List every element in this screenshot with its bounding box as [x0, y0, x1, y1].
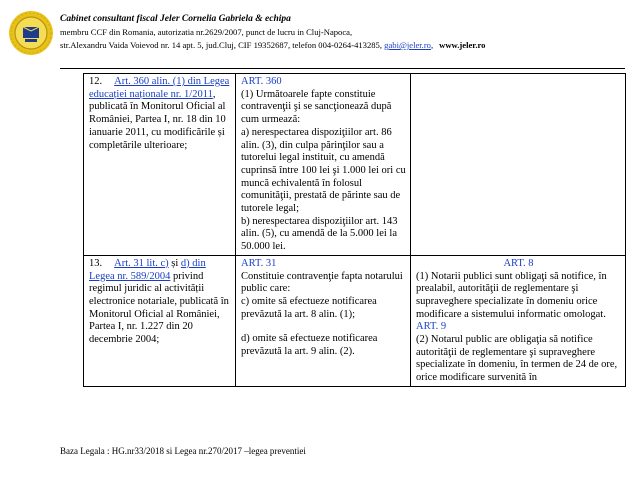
header-rule — [60, 68, 625, 69]
article-cell — [236, 255, 411, 386]
table-row — [84, 255, 626, 386]
reference-cell — [411, 255, 626, 386]
article-heading: ART. 31 — [241, 257, 277, 269]
act-link[interactable]: Art. 31 lit. c) — [114, 257, 169, 269]
firm-name: Cabinet consultant fiscal Jeler Cornelia Gabriela & echipa — [60, 14, 291, 24]
separator: , — [430, 40, 434, 50]
article-paragraph: a) nerespectarea dispoziţiilor art. 86 alin. (3), din culpa părinţilor sau a tutorelui legal instituit, cu amendă cuprinsă între 100 lei şi 1.000 lei ori cu muncă echivalentă în folosul comunităţii, prestată de părinte sau de tutorele legal; — [241, 126, 406, 215]
table-row — [84, 74, 626, 256]
article-paragraph: Constituie contravenţie fapta notarului public care: — [241, 270, 403, 295]
website-link[interactable]: www.jeler.ro — [439, 40, 486, 50]
article-paragraph: b) nerespectarea dispoziţiilor art. 143 alin. (5), cu amendă de la 5.000 lei la 50.000 lei. — [241, 215, 398, 253]
act-conjunction: și — [168, 257, 181, 269]
article-heading: ART. 360 — [241, 76, 282, 87]
act-link[interactable]: d) din Legea nr. 589/2004 — [89, 257, 206, 282]
article-cell — [236, 74, 411, 256]
article-paragraph: (1) Notarii publici sunt obligaţi să notifice, în prealabil, autorităţii de reglementare şi supraveghere specializate în domeniu orice modificare a sistemului informatic omologat. — [416, 270, 607, 320]
act-cell — [84, 74, 236, 256]
email-link[interactable]: gabi@jeler.ro — [384, 40, 431, 50]
article-paragraph: d) omite să efectueze notificarea prevăzută la art. 9 alin. (2). — [241, 333, 378, 358]
reference-cell — [411, 74, 626, 256]
act-link[interactable]: Art. 360 alin. (1) din Legea educației naționale nr. 1/2011 — [89, 76, 230, 100]
row-number: 12. — [89, 76, 103, 87]
row-number: 13. — [89, 257, 103, 269]
paragraph-gap — [241, 321, 406, 333]
page-header — [0, 0, 638, 72]
seal-logo-icon — [8, 10, 54, 56]
act-description: , publicată în Monitorul Oficial al României, Partea I, nr. 18 din 10 ianuarie 2011, cu modificările și completările ulterioare; — [89, 88, 226, 151]
article-paragraph: (2) Notarul public are obligaţia să notifice autorităţii de reglementare şi supraveghere specializate în domeniu, în termen de 24 de ore, orice modificare survenită în — [416, 334, 618, 384]
page-footer: Baza Legala : HG.nr33/2018 si Legea nr.270/2017 –legea preventiei — [60, 446, 306, 456]
firm-address: str.Alexandru Vaida Voievod nr. 14 apt. 5, jud.Cluj, CIF 19352687, telefon 004-0264-413285, — [60, 40, 383, 50]
act-description: privind regimul juridic al activității electronice notariale, publicată în Monitorul Oficial al României, Partea I, nr. 1.227 din 20 decembrie 2004; — [89, 270, 229, 346]
article-heading: ART. 9 — [416, 321, 447, 333]
article-heading: ART. 8 — [503, 257, 534, 269]
article-paragraph: (1) Următoarele fapte constituie contravenţii şi se sancţionează după cum urmează: — [241, 88, 392, 126]
legal-table — [83, 73, 626, 387]
article-paragraph: c) omite să efectueze notificarea prevăzută la art. 8 alin. (1); — [241, 295, 377, 320]
act-cell — [84, 255, 236, 386]
firm-registration: membru CCF din Romania, autorizatia nr.2629/2007, punct de lucru in Cluj-Napoca, — [60, 27, 353, 37]
firm-contact — [60, 39, 485, 52]
